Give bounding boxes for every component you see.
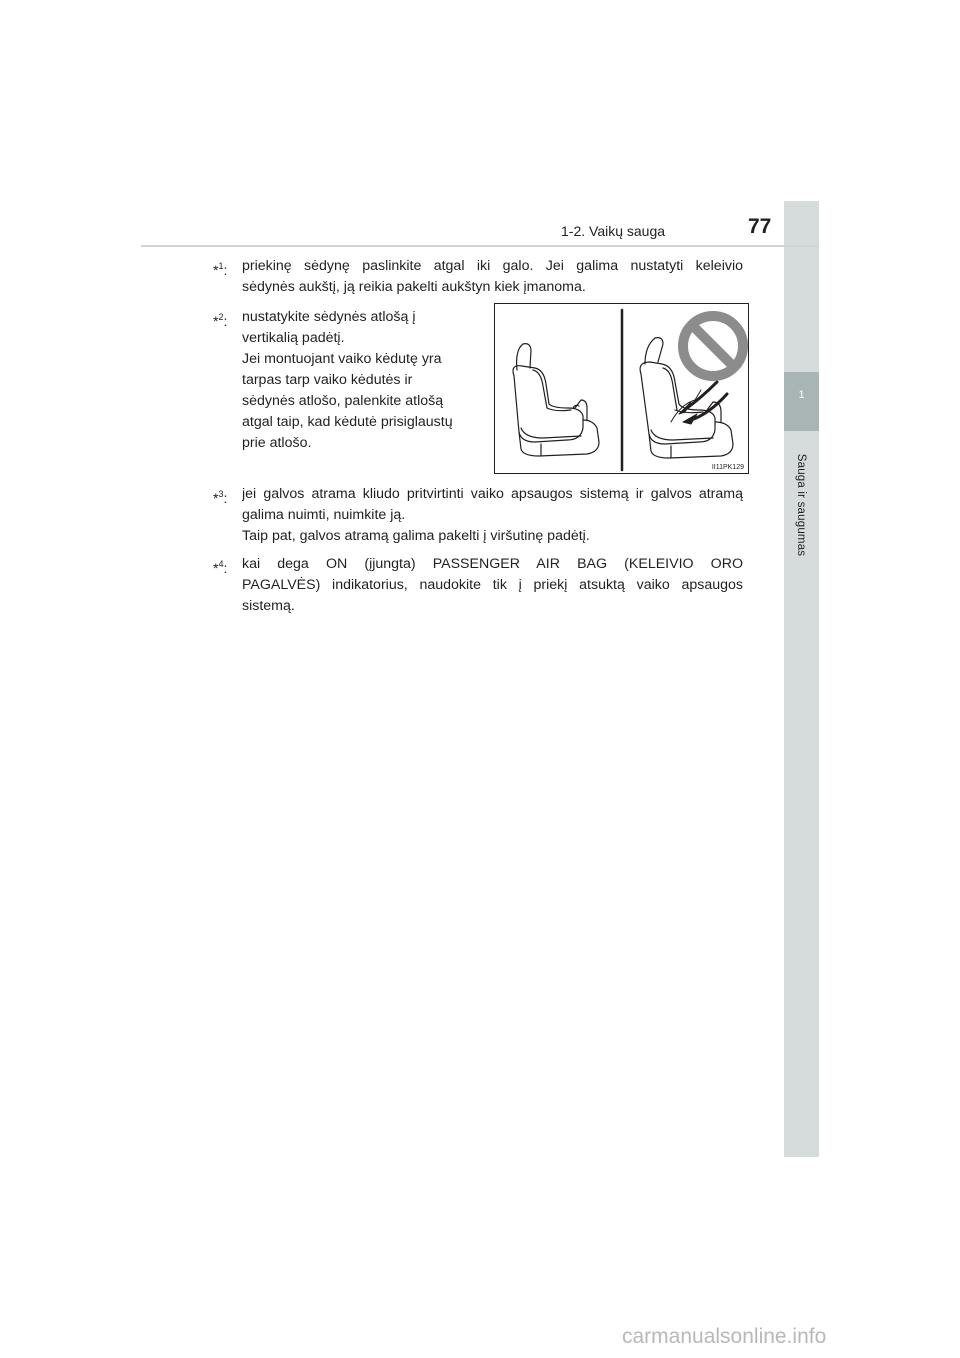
seat-correct-drawing: [513, 344, 599, 456]
note-2-line-7: prie atlošo.: [242, 435, 312, 451]
note-2-line-1: nustatykite sėdynės atlošą į: [242, 309, 416, 325]
page-number: 77: [748, 215, 772, 238]
note-4-text: [242, 554, 743, 617]
prohibition-icon: [683, 316, 743, 376]
note-2-line-6: atgal taip, kad kėdutė prisiglaustų: [242, 414, 453, 430]
note-1: [213, 256, 743, 298]
note-3: [213, 484, 743, 547]
note-4-line-1: kai dega ON (įjungta) PASSENGER AIR BAG (KELEIVIO ORO: [242, 556, 743, 572]
note-3-line-1: jei galvos atrama kliudo pritvirtinti vaiko apsaugos sistemą ir galvos atramą: [242, 486, 743, 502]
seat-illustration: [495, 304, 748, 473]
note-1-marker: *$^1$:: [213, 261, 228, 279]
note-3-line-2: galima nuimti, nuimkite ją.: [242, 507, 406, 523]
chapter-number-box: [784, 372, 819, 431]
section-title: 1-2. Vaikų sauga: [561, 223, 666, 239]
chapter-title: Sauga ir saugumas: [795, 453, 807, 557]
note-3-text: [242, 484, 743, 547]
note-4-line-3: sistemą.: [242, 598, 295, 614]
note-2-line-5: sėdynės atlošo, palenkite atlošą: [242, 393, 444, 409]
chapter-side-tab: [784, 201, 819, 1157]
note-2: [213, 307, 483, 457]
note-4: [213, 554, 743, 617]
note-1-line-2: sėdynės aukštį, ją reikia pakelti aukštyn kiek įmanoma.: [242, 279, 586, 295]
chapter-number: 1: [798, 389, 805, 401]
seat-backrest-figure: [494, 303, 749, 474]
note-2-line-2: vertikalią padėtį.: [242, 330, 345, 346]
note-4-line-2: PAGALVĖS) indikatorius, naudokite tik į priekį atsuktą vaiko apsaugos: [242, 577, 743, 593]
header-rule: [141, 245, 819, 247]
note-3-marker: *$^3$:: [213, 489, 228, 507]
note-2-line-3: Jei montuojant vaiko kėdutę yra: [242, 351, 442, 367]
note-2-marker: *$^2$:: [213, 312, 228, 330]
note-2-text: [242, 307, 487, 454]
note-3-line-3: Taip pat, galvos atramą galima pakelti į viršutinę padėtį.: [242, 528, 590, 544]
note-4-marker: *$^4$:: [213, 559, 228, 577]
footer-watermark: carmanualsonline.info: [622, 1325, 827, 1348]
figure-code: II11PK129: [711, 464, 744, 471]
note-1-text: [242, 256, 743, 298]
note-2-line-4: tarpas tarp vaiko kėdutės ir: [242, 372, 413, 388]
note-1-line-1: priekinę sėdynę paslinkite atgal iki galo. Jei galima nustatyti keleivio: [242, 258, 743, 274]
